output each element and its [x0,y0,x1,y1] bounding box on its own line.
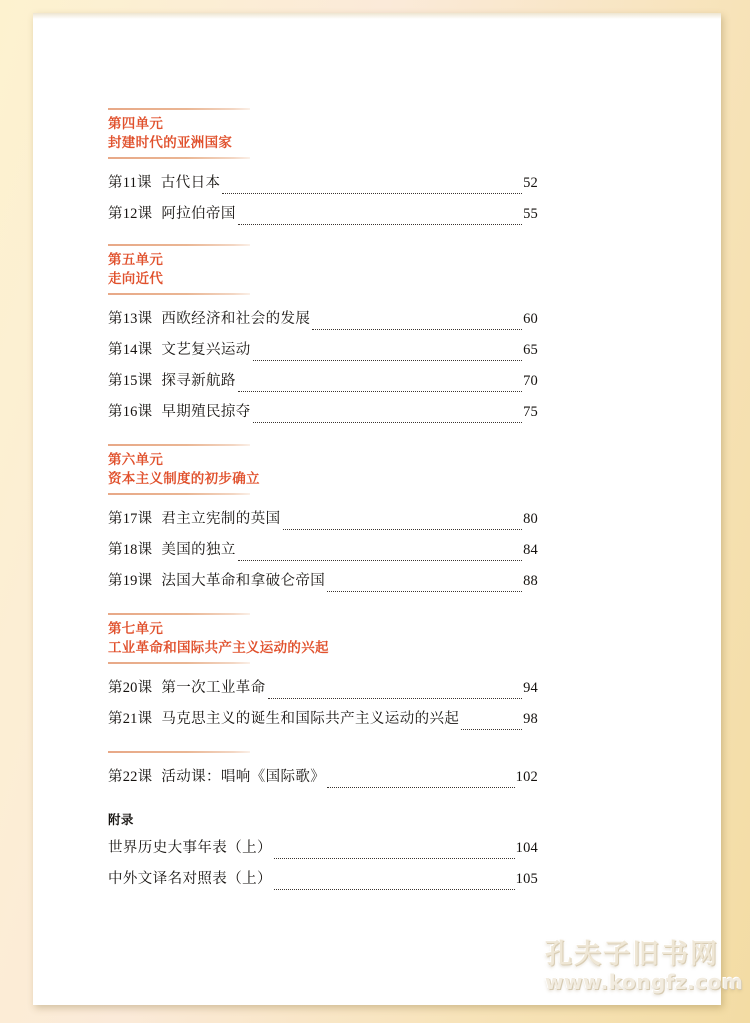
lesson-number: 第15课 [108,373,153,389]
lesson-title: 活动课：唱响《国际歌》 [161,769,326,785]
table-of-contents [108,108,538,895]
lesson-title: 西欧经济和社会的发展 [161,311,311,327]
unit-name-label: 资本主义制度的初步确立 [108,471,260,487]
lesson-title: 美国的独立 [161,542,236,558]
lesson-title: 法国大革命和拿破仑帝国 [161,573,326,589]
lesson-title: 早期殖民掠夺 [161,404,251,420]
lesson-title: 阿拉伯帝国 [161,206,236,222]
page-number: 104 [515,840,538,856]
page-number: 84 [523,542,538,558]
lesson-title: 探寻新航路 [161,373,236,389]
unit-number-label: 第七单元 [108,621,164,637]
unit-entries-4 [108,159,538,230]
page-number: 60 [523,311,538,327]
unit-block-5 [108,230,538,430]
lesson-title: 马克思主义的诞生和国际共产主义运动的兴起 [161,711,460,727]
toc-entry[interactable] [108,199,538,230]
activity-block [108,737,538,795]
leader-dots [274,878,515,890]
page-number: 105 [515,871,538,887]
page-number: 65 [523,342,538,358]
leader-dots [253,349,522,361]
lesson-number: 第20课 [108,680,153,696]
leader-dots [238,213,522,225]
lesson-title: 古代日本 [160,175,221,191]
appendix-heading: 附录 [108,812,134,827]
toc-entry[interactable] [108,535,538,566]
page-number: 70 [523,373,538,389]
leader-dots [327,580,522,592]
toc-entry[interactable] [108,304,538,335]
toc-entry[interactable] [108,335,538,366]
unit-number-label: 第六单元 [108,452,164,468]
leader-dots [327,776,514,788]
unit-block-4 [108,108,538,230]
leader-dots [312,318,522,330]
toc-entry[interactable] [108,673,538,704]
page-number: 102 [515,769,538,785]
toc-entry[interactable] [108,397,538,428]
toc-entry[interactable] [108,168,538,199]
unit-name-label: 走向近代 [108,271,164,287]
appendix-entry-title: 中外文译名对照表（上） [108,871,272,887]
lesson-number: 第13课 [108,311,153,327]
leader-dots [268,687,522,699]
leader-dots [238,380,522,392]
leader-dots [238,549,522,561]
page-number: 75 [523,404,538,420]
lesson-number: 第22课 [108,769,153,785]
toc-entry[interactable] [108,864,538,895]
unit-block-7 [108,599,538,737]
unit-entries-7 [108,664,538,735]
lesson-title: 第一次工业革命 [161,680,266,696]
lesson-number: 第14课 [108,342,153,358]
lesson-number: 第18课 [108,542,153,558]
page-number: 55 [523,206,538,222]
leader-dots [274,847,515,859]
unit-entries-6 [108,495,538,597]
leader-dots [283,518,523,530]
unit-name-label: 工业革命和国际共产主义运动的兴起 [108,640,329,656]
unit-entries-5 [108,295,538,428]
lesson-number: 第19课 [108,573,153,589]
unit-number-label: 第五单元 [108,252,164,268]
lesson-number: 第21课 [108,711,153,727]
lesson-number: 第12课 [108,206,153,222]
watermark-chinese-text: 孔夫子旧书网 [545,939,719,970]
page-number: 98 [523,711,538,727]
toc-entry[interactable] [108,704,538,735]
unit-heading-7 [108,615,538,662]
unit-heading-6 [108,446,538,493]
toc-entry[interactable] [108,762,538,793]
unit-number-label: 第四单元 [108,116,164,132]
toc-entry[interactable] [108,366,538,397]
toc-entry[interactable] [108,833,538,864]
toc-entry[interactable] [108,504,538,535]
leader-dots [222,182,522,194]
unit-block-6 [108,430,538,599]
unit-heading-5 [108,246,538,293]
page-number: 52 [523,175,538,191]
lesson-number: 第16课 [108,404,153,420]
book-page-sheet [33,13,721,1005]
page-number: 94 [523,680,538,696]
page-number: 88 [523,573,538,589]
lesson-number: 第17课 [108,511,153,527]
leader-dots [461,718,522,730]
appendix-entry-title: 世界历史大事年表（上） [108,840,272,856]
leader-dots [253,411,522,423]
page-number: 80 [523,511,538,527]
unit-heading-4 [108,110,538,157]
lesson-title: 君主立宪制的英国 [161,511,281,527]
toc-entry[interactable] [108,566,538,597]
lesson-number: 第11课 [108,175,152,191]
appendix-block [108,795,538,895]
activity-entries [108,753,538,793]
unit-name-label: 封建时代的亚洲国家 [108,135,233,151]
watermark-url-text: www.kongfz.com [545,970,744,994]
lesson-title: 文艺复兴运动 [161,342,251,358]
